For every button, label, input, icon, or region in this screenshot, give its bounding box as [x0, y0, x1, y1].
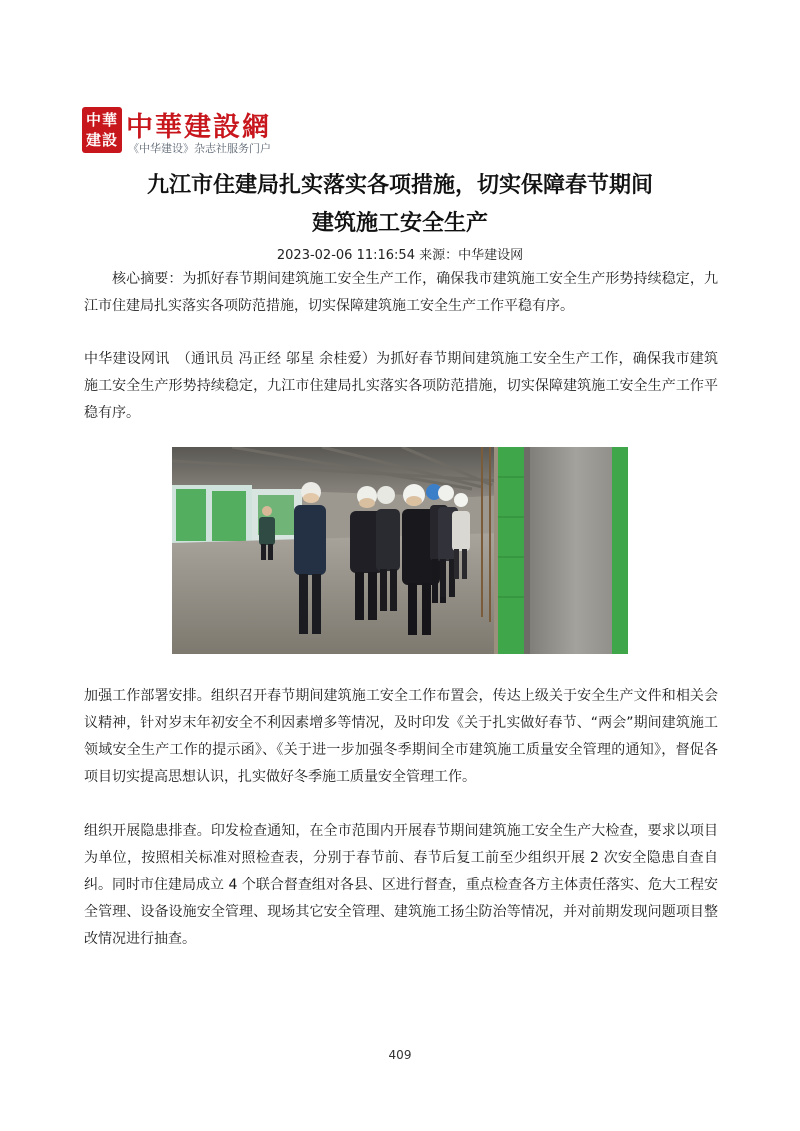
- logo-seal: [82, 107, 122, 153]
- article-summary: 核心摘要：为抓好春节期间建筑施工安全生产工作，确保我市建筑施工安全生产形势持续稳定，九江市住建局扎实落实各项防范措施，切实保障建筑施工安全生产工作平稳有序。: [84, 271, 718, 314]
- paragraph-work-deployment: 加强工作部署安排。组织召开春节期间建筑施工安全工作布置会，传达上级关于安全生产文件和相关会议精神，针对岁末年初安全不利因素增多等情况，及时印发《关于扎实做好春节、“两会”期间建筑施工领域安全生产工作的提示函》、《关于进一步加强冬季期间全市建筑施工质量安全管理的通知》，督促各项目切实提高思想认识，扎实做好冬季施工质量安全管理工作。: [84, 688, 718, 785]
- article-meta: 2023-02-06 11:16:54 来源：中华建设网: [276, 248, 524, 263]
- logo-name: 中華建設網: [126, 112, 271, 143]
- paragraph-hazard-inspection: 组织开展隐患排查。印发检查通知，在全市范围内开展春节期间建筑施工安全生产大检查，要求以项目为单位，按照相关标准对照检查表，分别于春节前、春节后复工前至少组织开展 2 次安全隐患自查自纠。同时市住建局成立 4 个联合督查组对各县、区进行督查，重点检查各方主体责任落实、危大工程安全管理、设备设施安全管理、现场其它安全管理、建筑施工扬尘防治等情况，并对前期发现问题项目整改情况进行抽查。: [84, 823, 718, 947]
- article-title-line2: 建筑施工安全生产: [311, 211, 488, 236]
- logo-tagline: 《中华建设》杂志社服务门户: [128, 142, 271, 155]
- site-inspection-photo: [172, 447, 628, 654]
- logo-seal-line1: 中華: [85, 111, 118, 129]
- logo-seal-line2: 建設: [85, 131, 118, 149]
- site-logo: [82, 105, 292, 157]
- page-number: 409: [388, 1048, 412, 1062]
- article-lead: 中华建设网讯 （通讯员 冯正经 邬星 余桂爱）为抓好春节期间建筑施工安全生产工作，确保我市建筑施工安全生产形势持续稳定，九江市住建局扎实落实各项防范措施，切实保障建筑施工安全生产工作平稳有序。: [84, 351, 718, 421]
- article-title-line1: 九江市住建局扎实落实各项措施，切实保障春节期间: [146, 173, 653, 198]
